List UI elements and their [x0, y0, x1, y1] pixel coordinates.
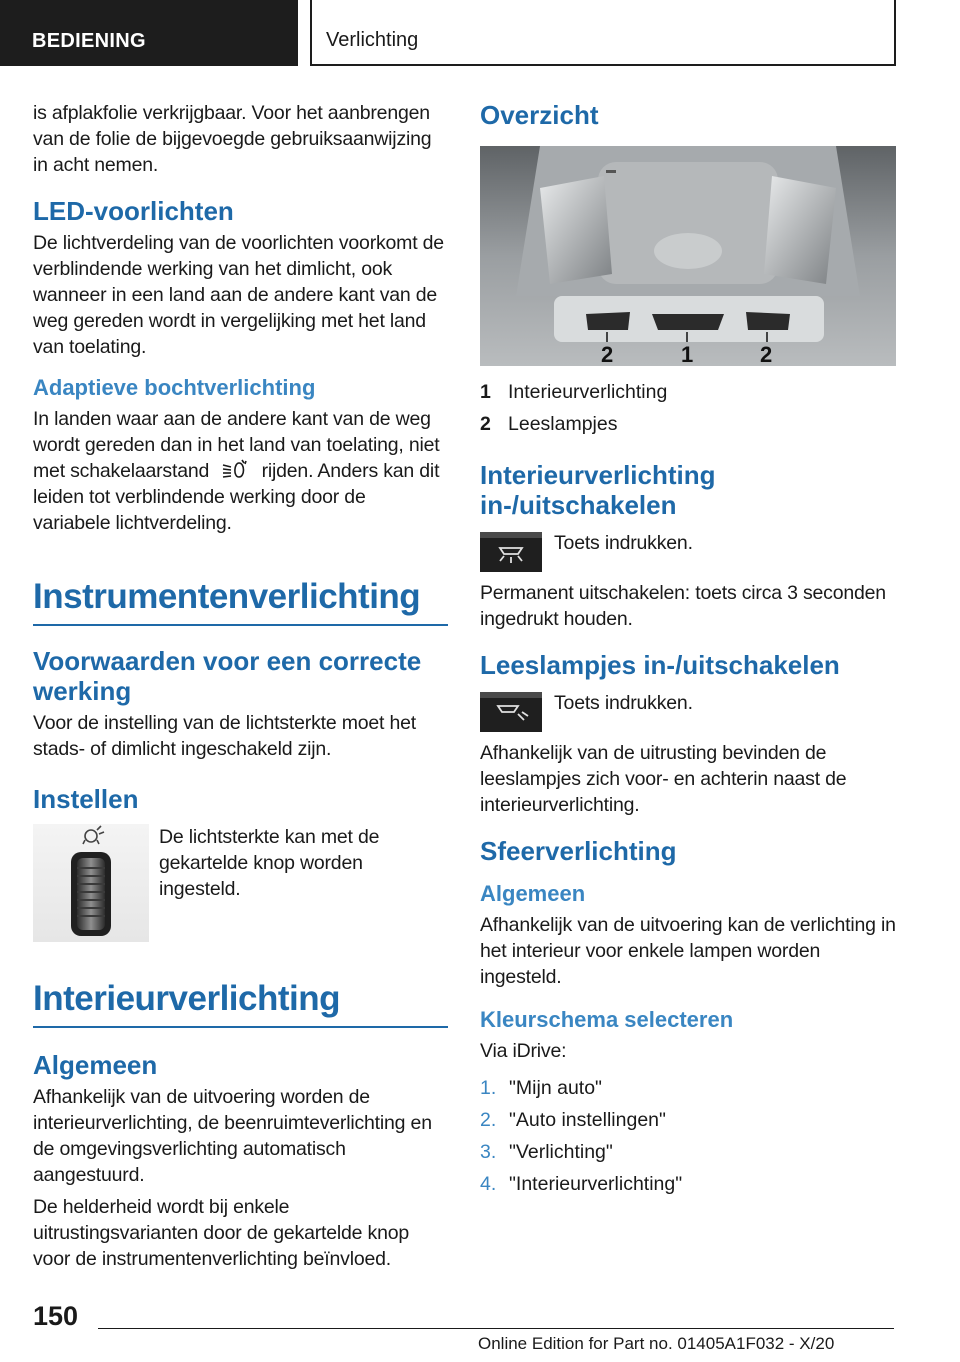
knurled-knob-image — [33, 824, 149, 942]
led-paragraph: De lichtverdeling van de voorlichten voorkomt de verblindende werking van het dimlicht, ook wanneer in een land aan de andere kant van de weg gereden wordt in vergelijking met het land van toelating. — [33, 232, 444, 358]
step-item — [480, 1136, 896, 1168]
legend-number: 1 — [480, 381, 491, 403]
dimmer-knob-icon — [33, 824, 149, 942]
intro-paragraph: is afplakfolie verkrijgbaar. Voor het aanbrengen van de folie de bijgevoegde gebruiksaanwijzing in acht nemen. — [33, 102, 432, 176]
interior-permanent-text: Permanent uitschakelen: toets circa 3 seconden ingedrukt houden. — [480, 582, 886, 630]
edition-text: Online Edition for Part no. 01405A1F032 - X/20 — [478, 1334, 835, 1353]
reading-lights-heading: Leeslampjes in-/uitschakelen — [480, 650, 840, 680]
legend-item — [480, 408, 896, 440]
left-column — [33, 100, 448, 1278]
step-number: 2. — [480, 1109, 497, 1131]
instrument-lighting-heading: Instrumentenverlichting — [33, 576, 448, 626]
reading-button-block — [480, 692, 896, 732]
interior-switch-heading: Interieurverlichting in-/uitschakelen — [480, 460, 716, 520]
instellen-block — [33, 824, 448, 942]
adaptive-text-1: In landen waar aan de andere kant van de weg wordt gereden dan in het land van toelating, niet met schakelaarstand — [33, 408, 440, 482]
step-number: 3. — [480, 1141, 497, 1163]
section-label: BEDIENING — [32, 30, 146, 52]
instellen-paragraph: De lichtsterkte kan met de gekartelde knop worden ingesteld. — [159, 826, 380, 900]
section-tab — [0, 0, 298, 66]
reading-note: Afhankelijk van de uitrusting bevinden de leeslampjes zich voor- en achterin naast de interieurverlichting. — [480, 742, 847, 816]
prerequisites-paragraph: Voor de instelling van de lichtsterkte moet het stads- of dimlicht ingeschakeld zijn. — [33, 712, 416, 760]
step-item — [480, 1072, 896, 1104]
right-column — [480, 100, 896, 1200]
interior-lighting-heading: Interieurverlichting — [33, 978, 448, 1028]
legend-label: Interieurverlichting — [508, 381, 668, 403]
adaptive-paragraph — [33, 406, 448, 536]
legend-label: Leeslampjes — [508, 413, 618, 435]
interior-light-button-icon — [480, 532, 542, 572]
photo-label-left: 2 — [601, 342, 614, 366]
reading-light-button-icon — [480, 692, 542, 732]
legend-item — [480, 376, 896, 408]
ambient-algemeen-paragraph: Afhankelijk van de uitvoering kan de verlichting in het interieur voor enkele lampen worden ingesteld. — [480, 914, 896, 988]
adaptive-heading: Adaptieve bochtverlichting — [33, 375, 316, 400]
color-scheme-heading: Kleurschema selecteren — [480, 1007, 734, 1032]
step-text: "Verlichting" — [509, 1141, 613, 1163]
instellen-heading: Instellen — [33, 784, 139, 814]
legend-number: 2 — [480, 413, 491, 435]
algemeen-paragraph-1: Afhankelijk van de uitvoering worden de interieurverlichting, de beenruimteverlichting en de omgevingsverlichting automatisch aangestuurd. — [33, 1086, 432, 1186]
adaptive-text-2: rijden. Anders kan dit leiden tot verblindende werking door de variabele lichtverdeling. — [33, 460, 440, 534]
photo-label-right: 2 — [760, 342, 773, 366]
footer-divider — [98, 1328, 894, 1329]
interior-button-text: Toets indrukken. — [554, 532, 693, 554]
interior-button-block — [480, 532, 896, 572]
page-number: 150 — [33, 1301, 79, 1331]
roof-console-image — [480, 146, 896, 366]
prerequisites-heading: Voorwaarden voor een correcte werking — [33, 646, 422, 706]
ambient-algemeen-heading: Algemeen — [480, 881, 586, 906]
high-beam-assist-icon — [220, 459, 250, 481]
step-text: "Interieurverlichting" — [509, 1173, 683, 1195]
chapter-label: Verlichting — [326, 29, 419, 51]
step-number: 4. — [480, 1173, 497, 1195]
chapter-tab — [310, 0, 896, 66]
step-text: "Mijn auto" — [509, 1077, 602, 1099]
idrive-steps — [480, 1072, 896, 1200]
step-item — [480, 1104, 896, 1136]
roof-console-photo — [480, 146, 896, 366]
step-item — [480, 1168, 896, 1200]
algemeen-heading: Algemeen — [33, 1050, 158, 1080]
overview-heading: Overzicht — [480, 100, 599, 130]
color-scheme-intro: Via iDrive: — [480, 1040, 567, 1062]
reading-button-text: Toets indrukken. — [554, 692, 693, 714]
algemeen-paragraph-2: De helderheid wordt bij enkele uitrustingsvarianten door de gekartelde knop voor de instrumentenverlichting beïnvloed. — [33, 1196, 410, 1270]
step-number: 1. — [480, 1077, 497, 1099]
photo-label-center: 1 — [681, 342, 694, 366]
step-text: "Auto instellingen" — [509, 1109, 666, 1131]
led-heading: LED-voorlichten — [33, 196, 234, 226]
photo-legend — [480, 376, 896, 440]
ambient-heading: Sfeerverlichting — [480, 836, 677, 866]
